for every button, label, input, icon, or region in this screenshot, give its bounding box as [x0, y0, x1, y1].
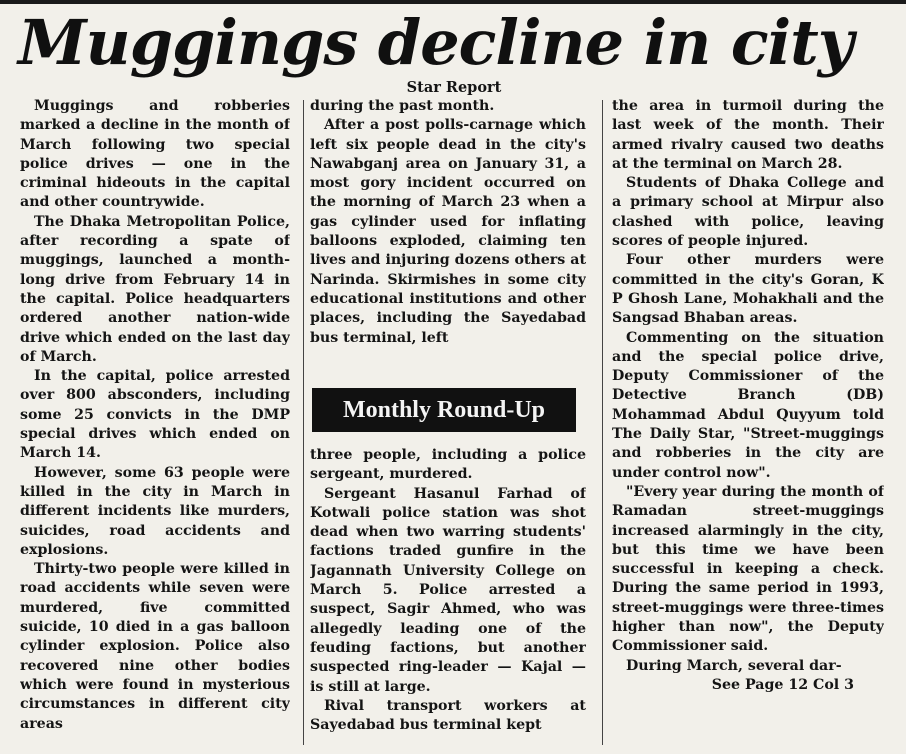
column-rule [303, 100, 304, 745]
column-2-top [310, 97, 586, 377]
section-box [312, 388, 576, 432]
top-border [0, 0, 906, 4]
paragraph: Commenting on the situation and the special police drive, Deputy Commissioner of the Detective Branch (DB) Mohammad Abdul Quyyum told The Daily Star, "Street-muggings and robberies in the city are under control now". [612, 329, 884, 481]
paragraph: Thirty-two people were killed in road accidents while seven were murdered, five committed suicide, 10 died in a gas balloon cylinder explosion. Police also recovered nine other bodies which were found in mysterious circumstances in different city areas [20, 561, 290, 732]
column-1 [20, 97, 290, 747]
paragraph: Sergeant Hasanul Farhad of Kotwali police station was shot dead when two warring students' factions traded gunfire in the Jagannath University College on March 5. Police arrested a suspect, Sagir Ahmed, who was allegedly leading one of the feuding factions, but another suspected ring-leader — Kajal — is still at large. [310, 485, 586, 695]
headline: Muggings decline in city [18, 6, 853, 79]
paragraph: "Every year during the month of Ramadan street-muggings increased alarmingly in the city, but this time we have been successful in keeping a check. During the same period in 1993, street-muggings were three-times higher than now", the Deputy Commissioner said. [612, 483, 884, 655]
paragraph: the area in turmoil during the last week of the month. Their armed rivalry caused two deaths at the terminal on March 28. [612, 98, 884, 172]
column-3 [612, 97, 884, 747]
paragraph: Rival transport workers at Sayedabad bus terminal kept [310, 697, 586, 734]
paragraph: After a post polls-carnage which left six people dead in the city's Nawabganj area on January 31, a most gory incident occurred on the morning of March 23 when a gas cylinder used for inflating balloons exploded, claiming ten lives and injuring dozens others at Narinda. Skirmishes in some city educational institutions and other places, including the Sayedabad bus terminal, left [310, 117, 586, 346]
paragraph: Students of Dhaka College and a primary school at Mirpur also clashed with police, leaving scores of people injured. [612, 175, 884, 250]
paragraph: Four other murders were committed in the city's Goran, K P Ghosh Lane, Mohakhali and the Sangsad Bhaban areas. [612, 252, 884, 327]
paragraph: In the capital, police arrested over 800 absconders, including some 25 convicts in the DMP special drives which ended on March 14. [20, 368, 290, 462]
paragraph: during the past month. [310, 98, 495, 114]
column-2-bottom [310, 446, 586, 746]
paragraph: However, some 63 people were killed in the city in March in different incidents like murders, suicides, road accidents and explosions. [20, 464, 290, 558]
paragraph: three people, including a police sergeant, murdered. [310, 447, 586, 483]
section-box-label: Monthly Round-Up [342, 396, 546, 423]
paragraph: The Dhaka Metropolitan Police, after recording a spate of muggings, launched a month-long drive from February 14 in the capital. Police headquarters ordered another nation-wide drive which ended on the last day of March. [20, 213, 290, 365]
jump-line: See Page 12 Col 3 [711, 676, 854, 693]
paragraph: Muggings and robberies marked a decline in the month of March following two special police drives — one in the criminal hideouts in the capital and other countrywide. [20, 98, 290, 211]
paragraph: During March, several dar- [626, 657, 842, 674]
column-rule [602, 100, 603, 745]
byline: Star Report [406, 79, 502, 96]
